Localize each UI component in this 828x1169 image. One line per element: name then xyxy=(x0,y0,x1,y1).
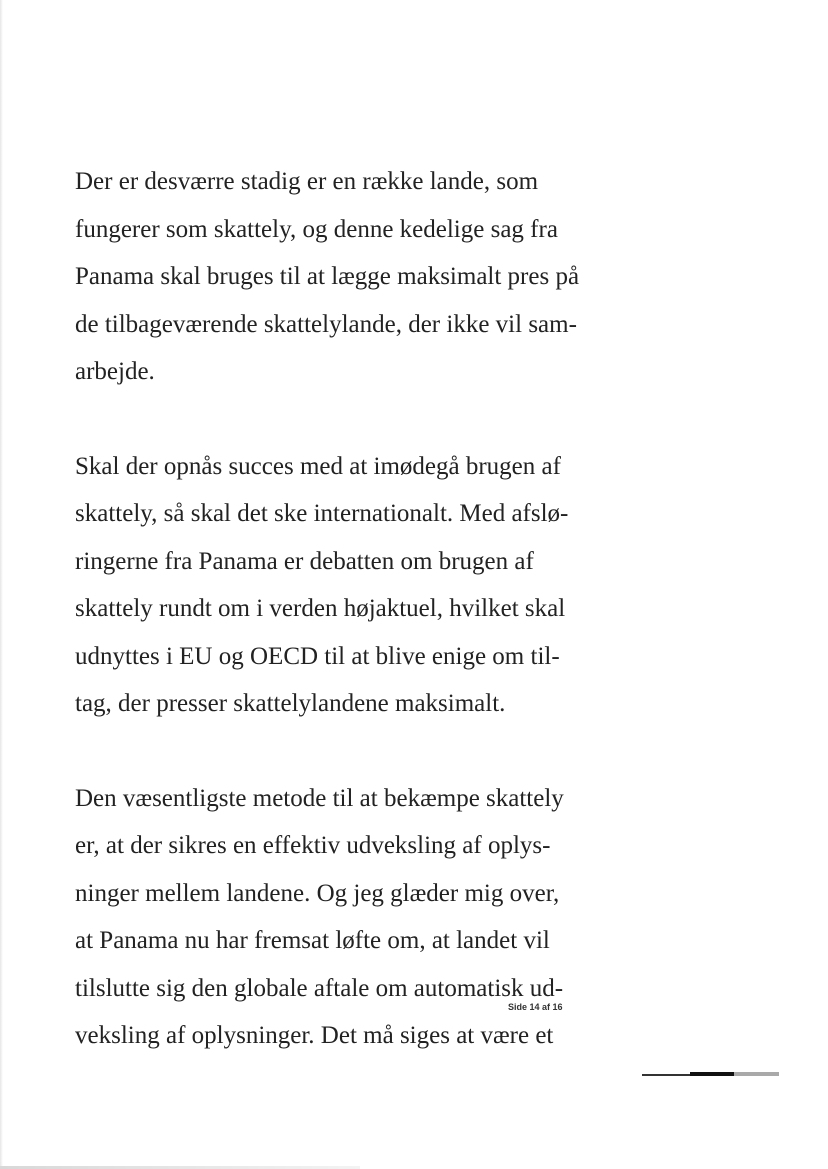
text-line: skattely, så skal det ske internationalt. Med afslø- xyxy=(75,500,569,527)
footer-rule-grey xyxy=(734,1072,779,1076)
paragraph-1 xyxy=(75,158,635,396)
text-line: Den væsentligste metode til at bekæmpe skattely xyxy=(75,784,564,812)
paragraph-2 xyxy=(75,443,635,728)
text-line: veksling af oplysninger. Det må siges at være et xyxy=(75,1022,554,1049)
text-line: Skal der opnås succes med at imødegå brugen af xyxy=(75,452,561,480)
paragraph-3 xyxy=(75,775,635,1060)
text-line: Panama skal bruges til at lægge maksimalt pres på xyxy=(75,263,580,290)
text-line: skattely rundt om i verden højaktuel, hvilket skal xyxy=(75,595,566,622)
footer-rule-thin xyxy=(642,1074,690,1076)
text-line: at Panama nu har fremsat løfte om, at landet vil xyxy=(75,927,550,954)
text-line: er, at der sikres en effektiv udveksling af oplys- xyxy=(75,832,551,859)
text-line: ninger mellem landene. Og jeg glæder mig over, xyxy=(75,879,560,907)
text-line: arbejde. xyxy=(75,358,155,385)
text-line: ringerne fra Panama er debatten om brugen af xyxy=(75,547,534,575)
text-line: udnyttes i EU og OECD til at blive enige om til- xyxy=(75,642,560,670)
scan-edge-left xyxy=(0,0,3,1169)
page-number: Side 14 af 16 xyxy=(508,1002,563,1012)
text-line: de tilbageværende skattelylande, der ikke vil sam- xyxy=(75,310,577,338)
text-line: Der er desværre stadig er en række lande, som xyxy=(75,168,539,195)
footer-rule-thick xyxy=(690,1072,734,1076)
document-body xyxy=(75,158,635,1060)
text-line: fungerer som skattely, og denne kedelige sag fra xyxy=(75,215,558,243)
text-line: tag, der presser skattelylandene maksimalt. xyxy=(75,690,506,717)
text-line: tilslutte sig den globale aftale om automatisk ud- xyxy=(75,974,564,1002)
